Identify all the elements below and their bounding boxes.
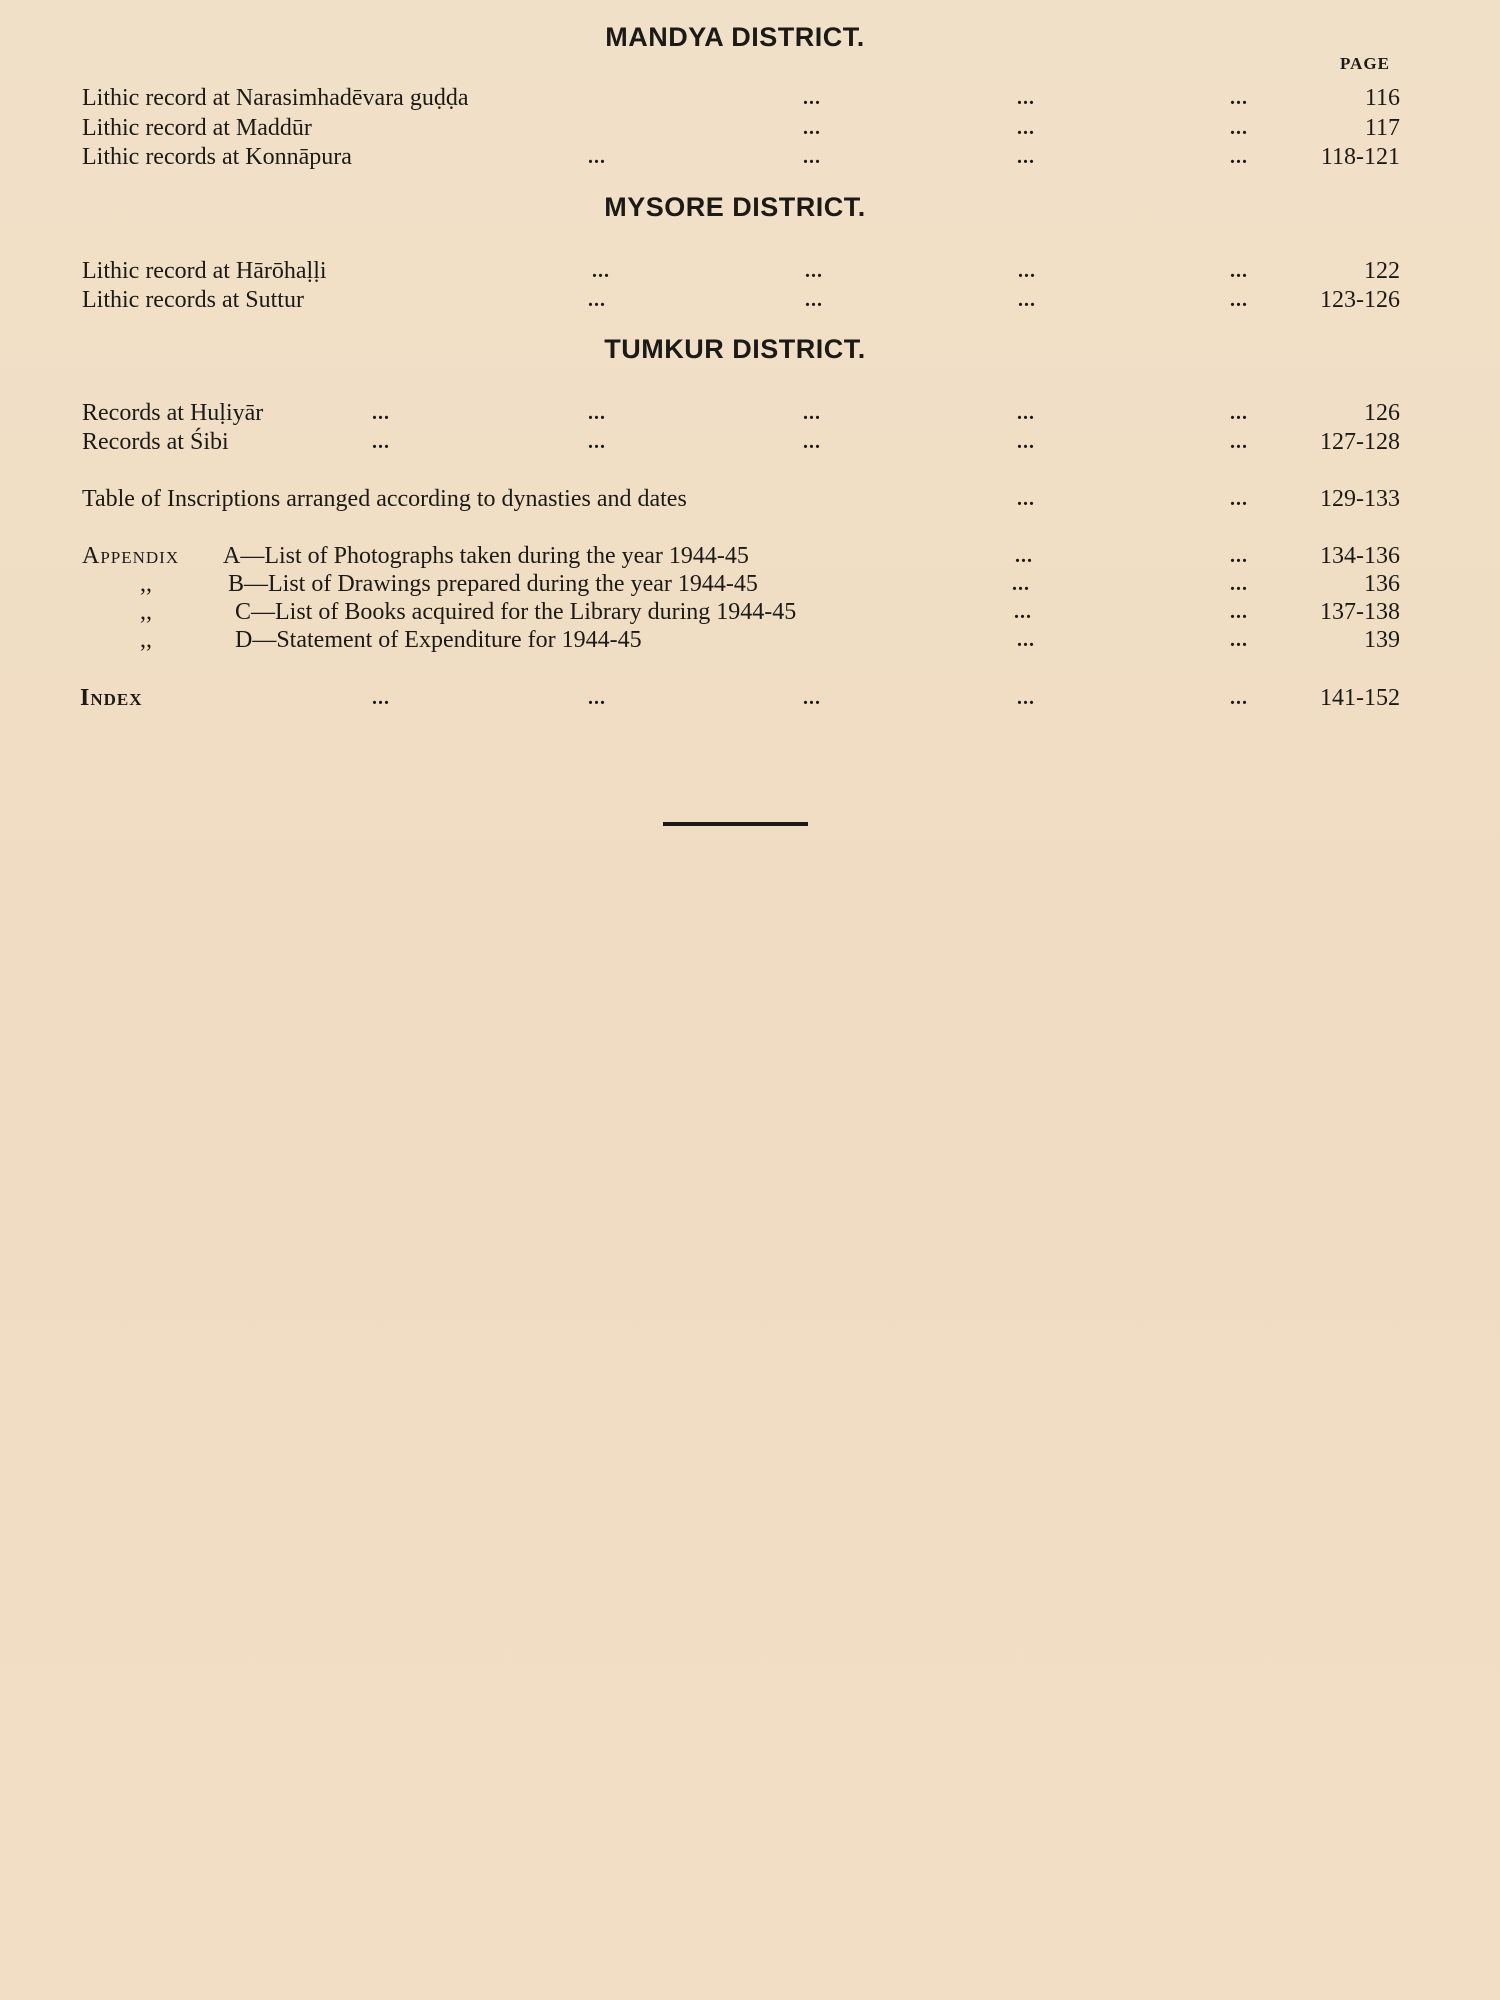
toc-row-page: 118-121: [1320, 144, 1400, 170]
leader-dots: ...: [1230, 545, 1248, 567]
leader-dots: ...: [588, 146, 606, 168]
appendix-label: Appendix: [82, 543, 180, 569]
toc-row-page: 137-138: [1320, 599, 1400, 625]
toc-row-page: 139: [1364, 627, 1400, 653]
leader-dots: ...: [1230, 601, 1248, 623]
toc-row-page: 134-136: [1320, 543, 1400, 569]
appendix-row: [0, 597, 1500, 627]
leader-dots: ...: [1230, 289, 1248, 311]
toc-row-page: 122: [1364, 258, 1400, 284]
leader-dots: ...: [1017, 146, 1035, 168]
leader-dots: ...: [1018, 260, 1036, 282]
toc-row: [0, 256, 1500, 286]
leader-dots: ...: [1017, 629, 1035, 651]
leader-dots: ...: [1230, 431, 1248, 453]
ditto-mark: ,,: [140, 599, 152, 625]
toc-row-title: Lithic record at Maddūr: [82, 115, 312, 141]
toc-row-page: 136: [1364, 571, 1400, 597]
tumkur-heading: TUMKUR DISTRICT.: [604, 334, 866, 364]
leader-dots: ...: [1018, 289, 1036, 311]
appendix-title: B—List of Drawings prepared during the year 1944-45: [228, 571, 758, 597]
appendix-row: [0, 625, 1500, 655]
leader-dots: ...: [805, 289, 823, 311]
toc-row: [0, 484, 1500, 514]
leader-dots: ...: [803, 431, 821, 453]
mysore-heading: MYSORE DISTRICT.: [604, 192, 866, 222]
leader-dots: ...: [1017, 687, 1035, 709]
appendix-title: A—List of Photographs taken during the year 1944-45: [223, 543, 749, 569]
toc-row-title: Records at Śibi: [82, 429, 229, 455]
leader-dots: ...: [1015, 545, 1033, 567]
leader-dots: ...: [1230, 629, 1248, 651]
leader-dots: ...: [592, 260, 610, 282]
leader-dots: ...: [803, 117, 821, 139]
leader-dots: ...: [1017, 488, 1035, 510]
toc-row-page: 123-126: [1320, 287, 1400, 313]
toc-row-title: Lithic record at Hārōhaḷḷi: [82, 258, 327, 284]
leader-dots: ...: [1017, 117, 1035, 139]
leader-dots: ...: [1230, 488, 1248, 510]
toc-row-title: Lithic record at Narasimhadēvara guḍḍa: [82, 85, 469, 111]
toc-row-page: 129-133: [1320, 486, 1400, 512]
toc-row: [0, 398, 1500, 428]
leader-dots: ...: [372, 431, 390, 453]
leader-dots: ...: [1012, 573, 1030, 595]
toc-row-page: 126: [1364, 400, 1400, 426]
leader-dots: ...: [372, 687, 390, 709]
leader-dots: ...: [1017, 87, 1035, 109]
toc-row-title: Table of Inscriptions arranged according to dynasties and dates: [82, 486, 687, 512]
leader-dots: ...: [1230, 146, 1248, 168]
leader-dots: ...: [803, 87, 821, 109]
leader-dots: ...: [1230, 87, 1248, 109]
leader-dots: ...: [588, 289, 606, 311]
leader-dots: ...: [588, 687, 606, 709]
toc-row: [0, 83, 1500, 113]
toc-row: [0, 113, 1500, 143]
leader-dots: ...: [1230, 573, 1248, 595]
toc-row: [0, 427, 1500, 457]
toc-row-page: 141-152: [1320, 685, 1400, 711]
appendix-row: [0, 541, 1500, 571]
toc-row-page: 117: [1364, 115, 1400, 141]
index-row: [0, 683, 1500, 713]
leader-dots: ...: [803, 402, 821, 424]
toc-row: [0, 142, 1500, 172]
appendix-title: D—Statement of Expenditure for 1944-45: [235, 627, 642, 653]
toc-row-title: Lithic records at Konnāpura: [82, 144, 352, 170]
leader-dots: ...: [1014, 601, 1032, 623]
toc-row-page: 116: [1364, 85, 1400, 111]
leader-dots: ...: [803, 687, 821, 709]
leader-dots: ...: [805, 260, 823, 282]
mandya-heading: MANDYA DISTRICT.: [605, 22, 865, 52]
toc-row-page: 127-128: [1320, 429, 1400, 455]
index-label: Index: [80, 685, 143, 711]
toc-row: [0, 285, 1500, 315]
closing-rule: [663, 822, 808, 826]
leader-dots: ...: [1017, 431, 1035, 453]
toc-row-title: Records at Huḷiyār: [82, 400, 264, 426]
ditto-mark: ,,: [140, 627, 152, 653]
leader-dots: ...: [1230, 117, 1248, 139]
leader-dots: ...: [1230, 402, 1248, 424]
leader-dots: ...: [588, 431, 606, 453]
ditto-mark: ,,: [140, 571, 152, 597]
leader-dots: ...: [372, 402, 390, 424]
toc-row-title: Lithic records at Suttur: [82, 287, 304, 313]
appendix-row: [0, 569, 1500, 599]
leader-dots: ...: [1017, 402, 1035, 424]
leader-dots: ...: [588, 402, 606, 424]
appendix-title: C—List of Books acquired for the Library during 1944-45: [235, 599, 797, 625]
leader-dots: ...: [1230, 687, 1248, 709]
leader-dots: ...: [803, 146, 821, 168]
leader-dots: ...: [1230, 260, 1248, 282]
page-column-label: PAGE: [1340, 54, 1390, 73]
